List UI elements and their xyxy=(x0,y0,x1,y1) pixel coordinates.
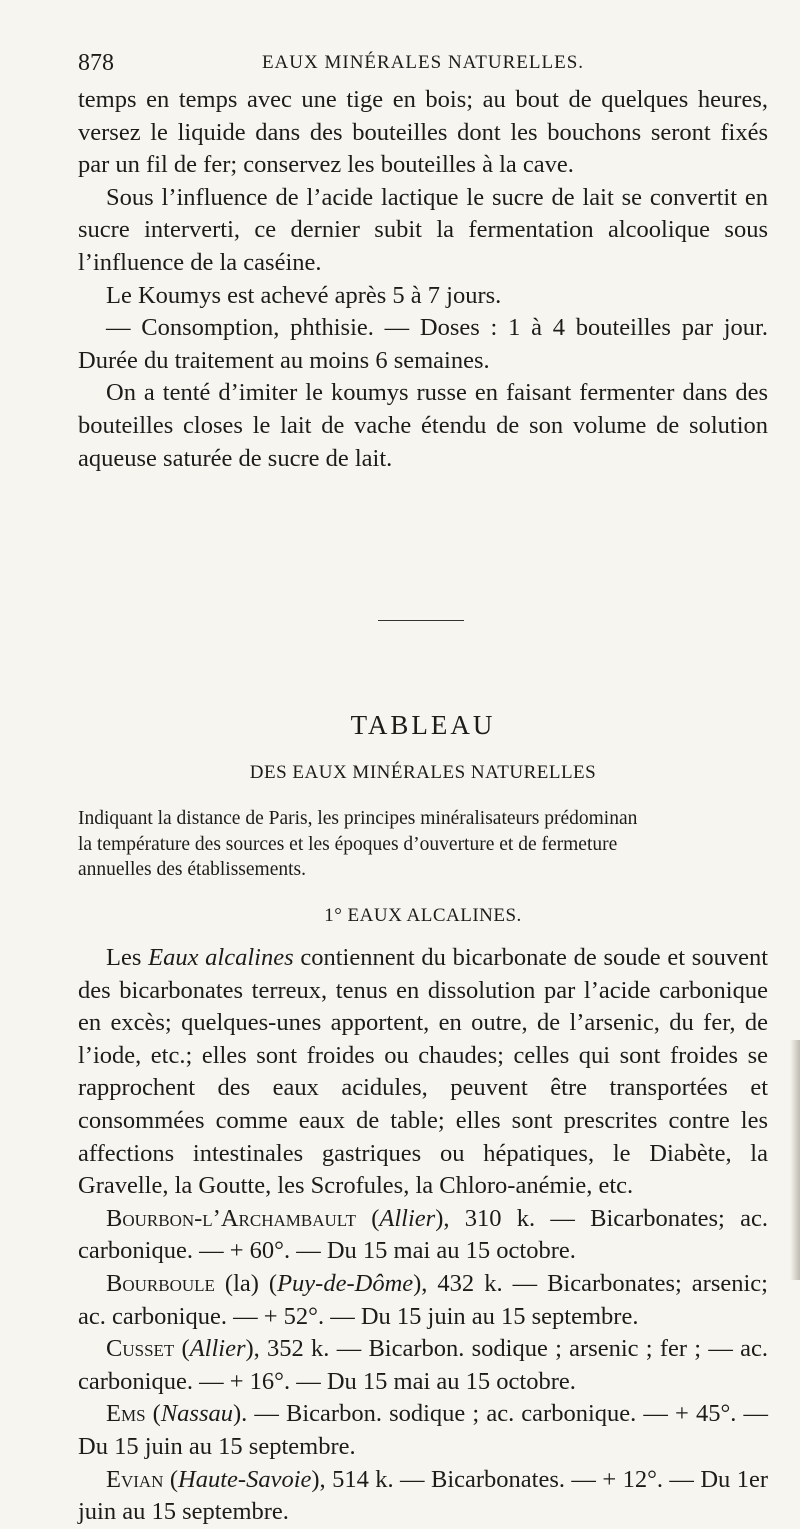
section-intro xyxy=(78,942,768,1203)
book-page xyxy=(78,0,768,1526)
spa-name: Cusset xyxy=(106,1335,175,1363)
spa-entry xyxy=(78,1464,768,1529)
intro-rest: contiennent du bicarbonate de soude et souvent des bicarbonates terreux, tenus en dissolution par l’acide carbonique en excès; quelques-unes apportent, en outre, de l’arsenic, du fer, de l’iode, etc.; elles sont froides ou chaudes; celles qui sont froides se rapprochent des eaux acidules, peuvent être transportées et consommées comme eaux de table; elles sont prescrites contre les affections intestinales gastriques ou hépatiques, le Diabète, la Gravelle, la Goutte, les Scrofules, la Chloro-anémie, etc. xyxy=(78,944,768,1200)
spa-region: Nassau xyxy=(160,1400,233,1428)
spa-details: ), 310 k. — Bicarbonates; ac. carbonique. — + 60°. — Du 15 mai au 15 octobre. xyxy=(78,1204,768,1265)
section-text xyxy=(78,942,768,1529)
page-number: 878 xyxy=(78,50,114,76)
intro-text xyxy=(78,84,768,475)
section-divider xyxy=(378,620,464,621)
page-edge-shadow xyxy=(790,1040,800,1280)
entry-sep: (la) ( xyxy=(214,1269,278,1297)
tableau-description xyxy=(78,806,768,883)
spa-region: Allier xyxy=(189,1335,246,1363)
description-line: la température des sources et les époques d’ouverture et de fermeture xyxy=(78,833,618,855)
paragraph: — Consomption, phthisie. — Doses : 1 à 4 bouteilles par jour. Durée du traitement au moins 6 semaines. xyxy=(78,314,768,374)
spa-details: ), 432 k. — Bicarbonates; arsenic; ac. carbonique. — + 52°. — Du 15 juin au 15 septembre. xyxy=(78,1269,768,1330)
intro-emphasis: Eaux alcalines xyxy=(148,944,294,971)
spa-region: Puy-de-Dôme xyxy=(277,1269,414,1297)
entry-sep: ( xyxy=(163,1465,179,1493)
tableau-subtitle: DES EAUX MINÉRALES NATURELLES xyxy=(249,762,597,783)
spa-name: Evian xyxy=(106,1465,164,1493)
section-title: 1° EAUX ALCALINES. xyxy=(324,905,522,926)
paragraph: temps en temps avec une tige en bois; au bout de quelques heures, versez le liquide dans des bouteilles dont les bouchons seront fixés par un fil de fer; conservez les bouteilles à la cave. xyxy=(78,86,768,179)
paragraph: Le Koumys est achevé après 5 à 7 jours. xyxy=(106,281,502,309)
spa-details: ). — Bicarbon. sodique ; ac. carbonique. — + 45°. — Du 15 juin au 15 septembre. xyxy=(78,1400,768,1460)
running-head: EAUX MINÉRALES NATURELLES. xyxy=(261,52,585,73)
entry-sep: ( xyxy=(145,1400,161,1428)
entry-sep: ( xyxy=(174,1335,190,1363)
spa-region: Haute-Savoie xyxy=(178,1465,312,1493)
description-line: Indiquant la distance de Paris, les principes minéralisateurs prédominan xyxy=(78,808,638,829)
spa-region: Allier xyxy=(379,1204,436,1232)
spa-name: Ems xyxy=(106,1400,146,1428)
spa-entry xyxy=(78,1203,768,1268)
entry-sep: ( xyxy=(355,1204,380,1232)
page-header xyxy=(78,50,768,80)
intro-lead: Les xyxy=(106,944,149,971)
tableau-title: TABLEAU xyxy=(350,710,496,740)
spa-entry xyxy=(78,1333,768,1398)
description-line: annuelles des établissements. xyxy=(78,859,306,880)
spa-details: ), 514 k. — Bicarbonates. — + 12°. — Du 1er juin au 15 septembre. xyxy=(78,1465,768,1526)
spa-details: ), 352 k. — Bicarbon. sodique ; arsenic ; fer ; — ac. carbonique. — + 16°. — Du 15 mai au 15 octobre. xyxy=(78,1335,768,1395)
spa-name: Bourbon-l’Archambault xyxy=(106,1204,356,1232)
paragraph: Sous l’influence de l’acide lactique le sucre de lait se convertit en sucre interverti, ce dernier subit la fermentation alcoolique sous l’influence de la caséine. xyxy=(78,183,768,276)
paragraph: On a tenté d’imiter le koumys russe en faisant fermenter dans des bouteilles closes le lait de vache étendu de son volume de solution aqueuse saturée de sucre de lait. xyxy=(78,379,768,472)
spa-name: Bourboule xyxy=(106,1269,215,1297)
spa-entry xyxy=(78,1398,768,1463)
